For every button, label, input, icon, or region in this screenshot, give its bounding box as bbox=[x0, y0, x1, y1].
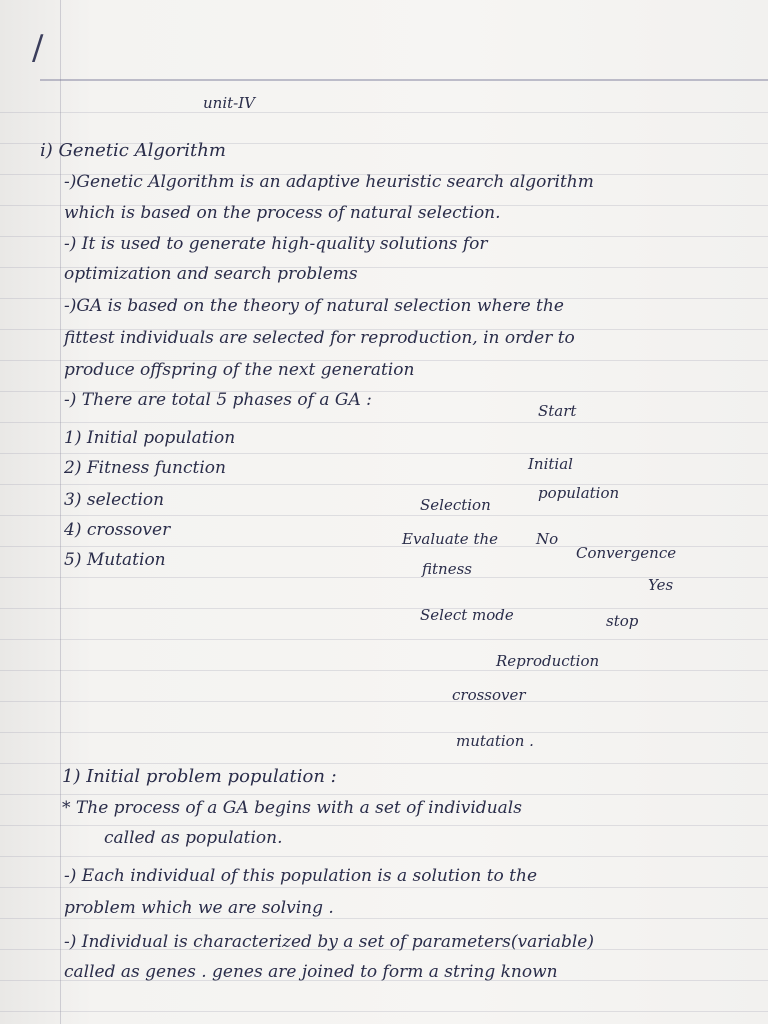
notebook-rule bbox=[0, 453, 768, 454]
flow-initial: Initial bbox=[528, 455, 573, 473]
header-rule bbox=[40, 79, 768, 81]
notebook-rule bbox=[0, 763, 768, 764]
section2-line: -) Each individual of this population is a solution to the bbox=[64, 866, 538, 886]
section1-line: -)GA is based on the theory of natural selection where the bbox=[64, 296, 564, 316]
notebook-rule bbox=[0, 732, 768, 733]
flow-start: Start bbox=[538, 402, 577, 420]
flow-evaluate: Evaluate the bbox=[402, 530, 499, 548]
notebook-rule bbox=[0, 422, 768, 423]
notebook-rule bbox=[0, 608, 768, 609]
flow-mutation: mutation . bbox=[456, 732, 534, 750]
flow-select-mode: Select mode bbox=[420, 606, 514, 624]
section1-line: -) There are total 5 phases of a GA : bbox=[64, 390, 372, 410]
flow-stop: stop bbox=[606, 612, 639, 630]
section2-line: -) Individual is characterized by a set of parameters(variable) bbox=[64, 932, 594, 952]
notebook-rule bbox=[0, 515, 768, 516]
phase-item: 5) Mutation bbox=[64, 550, 166, 570]
phase-item: 3) selection bbox=[64, 490, 165, 510]
section1-heading: i) Genetic Algorithm bbox=[40, 140, 226, 161]
flow-population: population bbox=[538, 484, 620, 502]
section2-line: called as genes . genes are joined to form a string known bbox=[64, 962, 558, 982]
notebook-rule bbox=[0, 1011, 768, 1012]
phase-item: 4) crossover bbox=[64, 520, 171, 540]
notebook-rule bbox=[0, 887, 768, 888]
section2-line: problem which we are solving . bbox=[64, 898, 334, 918]
section1-line: which is based on the process of natural selection. bbox=[64, 203, 501, 223]
notebook-rule bbox=[0, 484, 768, 485]
section2-line: * The process of a GA begins with a set of individuals bbox=[62, 798, 522, 818]
flow-convergence: Convergence bbox=[576, 544, 677, 562]
notebook-rule bbox=[0, 794, 768, 795]
notebook-rule bbox=[0, 918, 768, 919]
flow-yes: Yes bbox=[648, 576, 674, 594]
section1-line: produce offspring of the next generation bbox=[64, 360, 415, 380]
section1-line: fittest individuals are selected for reproduction, in order to bbox=[64, 328, 575, 348]
notebook-rule bbox=[0, 112, 768, 113]
notebook-rule bbox=[0, 639, 768, 640]
flow-selection: Selection bbox=[420, 496, 491, 514]
section1-line: optimization and search problems bbox=[64, 264, 358, 284]
flow-fitness: fitness bbox=[422, 560, 472, 578]
section1-line: -) It is used to generate high-quality solutions for bbox=[64, 234, 488, 254]
flow-no: No bbox=[536, 530, 559, 548]
notebook-rule bbox=[0, 825, 768, 826]
section2-line: called as population. bbox=[104, 828, 283, 848]
notebook-rule bbox=[0, 701, 768, 702]
flow-crossover: crossover bbox=[452, 686, 526, 704]
section1-line: -)Genetic Algorithm is an adaptive heuristic search algorithm bbox=[64, 172, 594, 192]
unit-title: unit-IV bbox=[203, 94, 255, 112]
notebook-rule bbox=[0, 856, 768, 857]
flow-reproduction: Reproduction bbox=[496, 652, 600, 670]
phase-item: 2) Fitness function bbox=[64, 458, 226, 478]
notebook-rule bbox=[0, 670, 768, 671]
section2-heading: 1) Initial problem population : bbox=[62, 766, 337, 787]
margin-mark: / bbox=[32, 28, 44, 68]
phase-item: 1) Initial population bbox=[64, 428, 236, 448]
